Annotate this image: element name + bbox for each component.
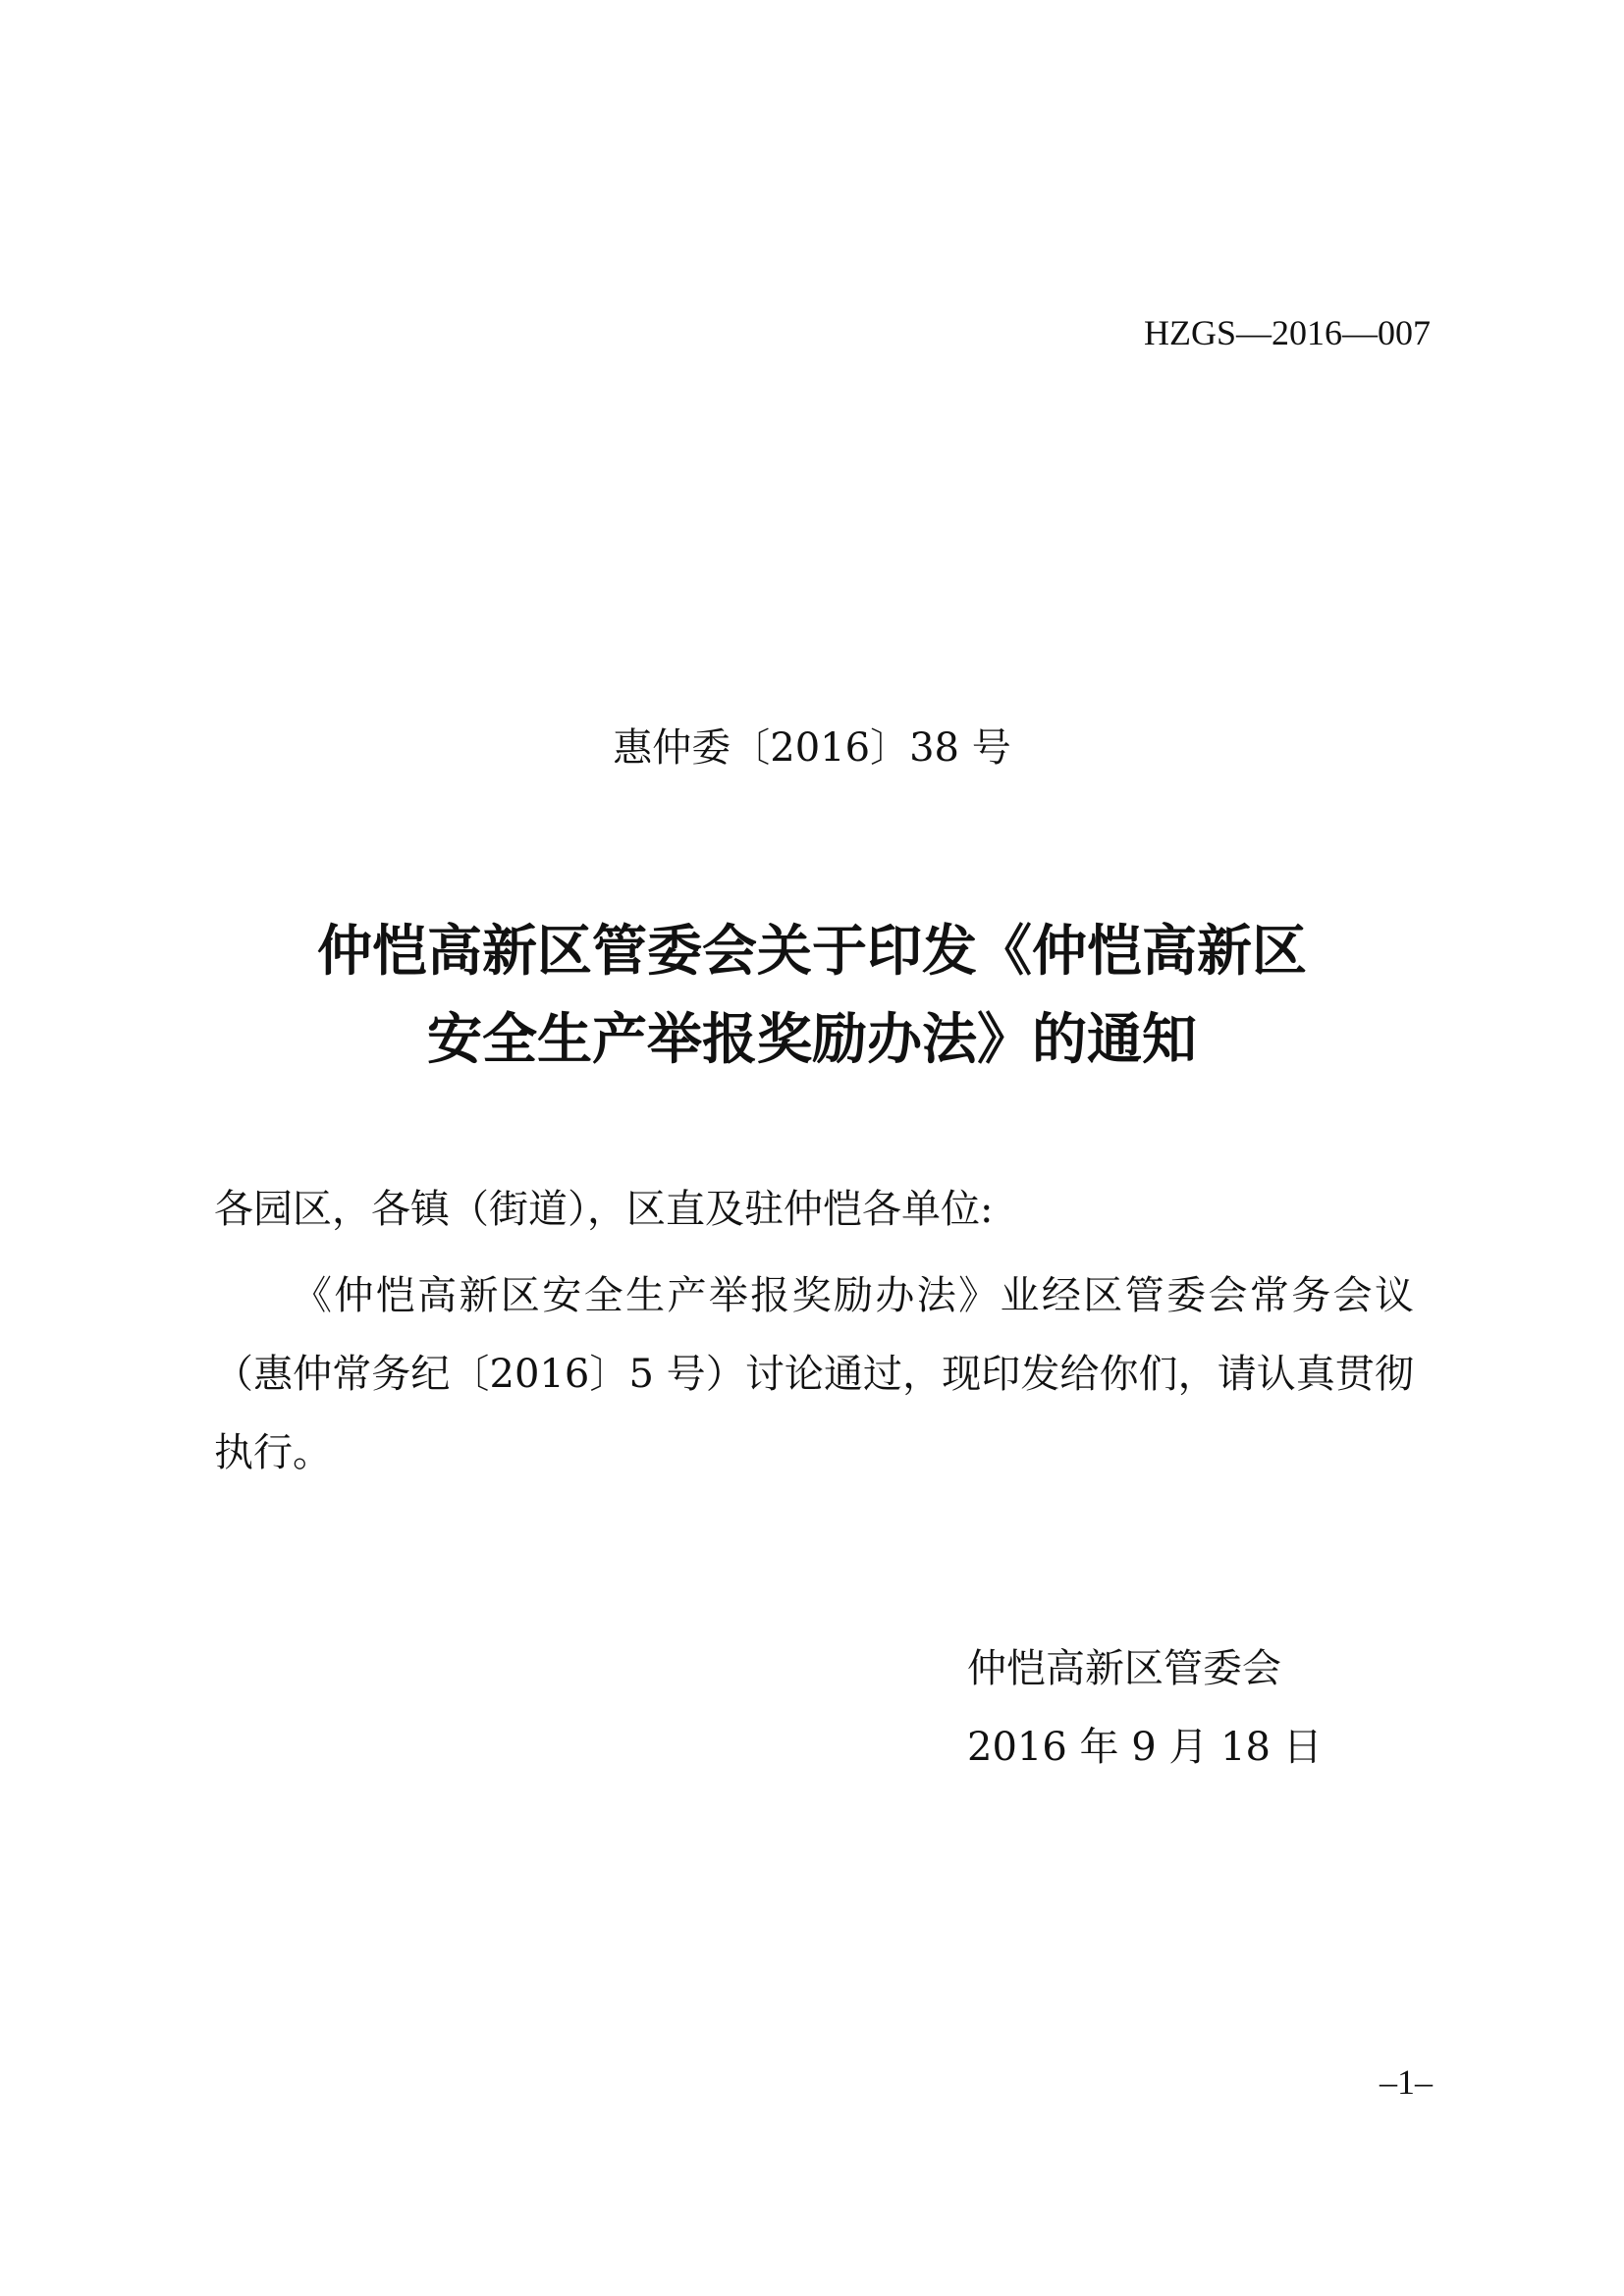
title-line-1: 仲恺高新区管委会关于印发《仲恺高新区 [317, 920, 1307, 984]
body-paragraph: 《仲恺高新区安全生产举报奖励办法》业经区管委会常务会议（惠仲常务纪〔2016〕5 号）讨论通过，现印发给你们，请认真贯彻执行。 [214, 1273, 1414, 1475]
document-code: HZGS—2016—007 [1143, 313, 1431, 352]
signature-organization: 仲恺高新区管委会 [967, 1646, 1281, 1691]
signature-block [967, 1629, 1323, 1787]
document-number: 惠仲委〔2016〕38 号 [613, 725, 1011, 771]
signature-date: 2016 年 9 月 18 日 [967, 1725, 1323, 1770]
title-line-2: 安全生产举报奖励办法》的通知 [427, 1008, 1197, 1072]
page-number: –1– [1380, 2062, 1433, 2102]
document-title [0, 908, 1624, 1085]
salutation: 各园区，各镇（街道），区直及驻仲恺各单位: [214, 1187, 994, 1232]
